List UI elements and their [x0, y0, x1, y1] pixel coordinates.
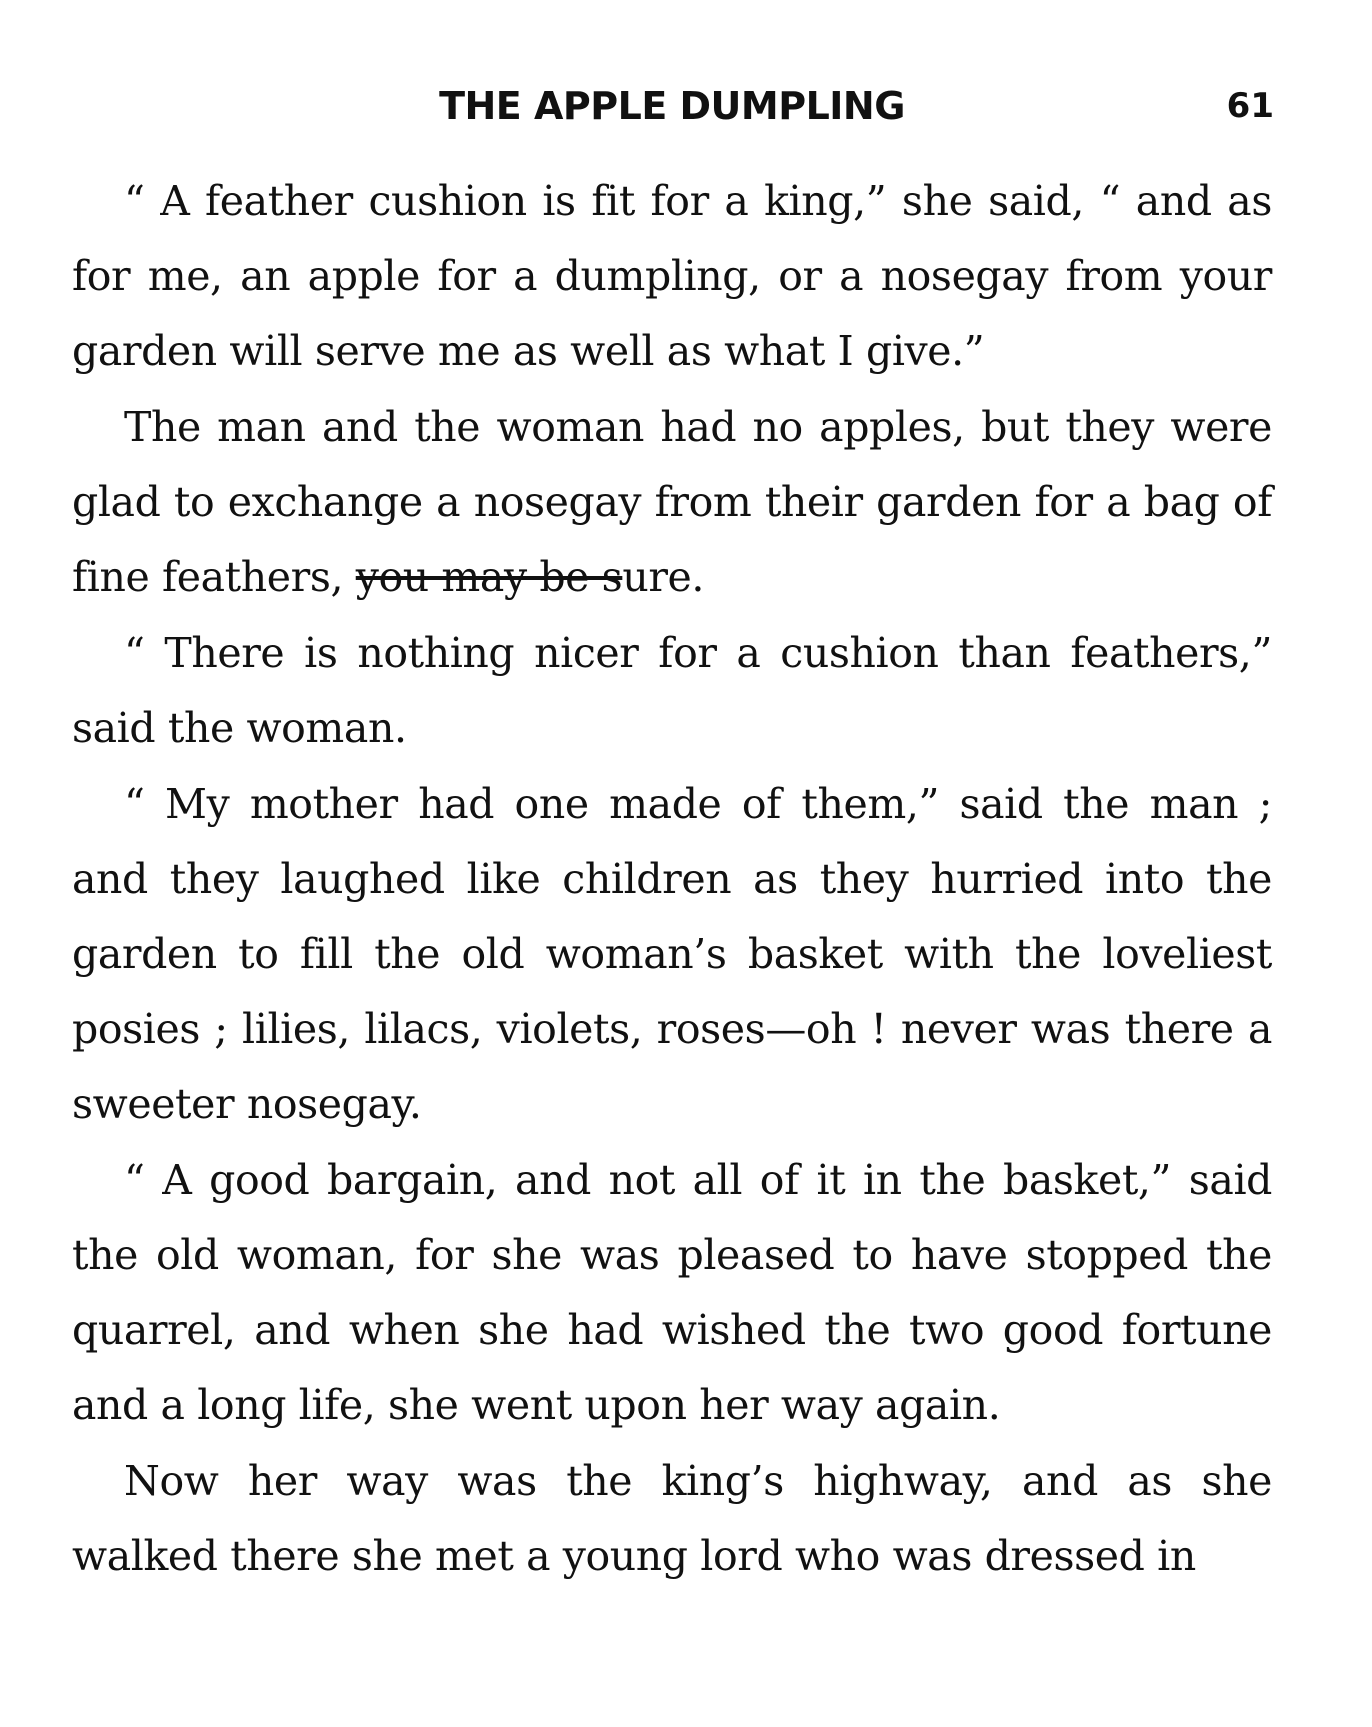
paragraph-text: ure.: [622, 553, 705, 601]
paragraph: “ A feather cushion is fit for a king,” she said, “ and as for me, an apple for a dumpling, or a nosegay from your garden will serve me as well as what I give.”: [72, 177, 1272, 375]
paragraph: “ My mother had one made of them,” said the man ; and they laughed like children as they hurried into the garden to fill the old woman’s basket with the loveliest posies ; lilies, lilacs, violets, roses—oh ! never was there a sweeter nosegay.: [72, 780, 1272, 1128]
paragraph: [72, 390, 1272, 615]
body-text: [72, 164, 1272, 1594]
paragraph: Now her way was the king’s highway, and as she walked there she met a young lord who was dressed in: [72, 1457, 1272, 1580]
page-number: 61: [1226, 86, 1274, 126]
running-head: [72, 78, 1272, 134]
struck-through-text: you may be s: [355, 553, 623, 601]
paragraph-text: The man and the woman had no apples, but they were glad to exchange a nosegay from their garden for a bag of fine feathers,: [72, 403, 1272, 601]
paragraph: “ There is nothing nicer for a cushion than feathers,” said the woman.: [72, 629, 1272, 752]
page-title: THE APPLE DUMPLING: [439, 84, 905, 128]
paragraph: “ A good bargain, and not all of it in the basket,” said the old woman, for she was pleased to have stopped the quarrel, and when she had wished the two good fortune and a long life, she went upon her way again.: [72, 1156, 1272, 1429]
